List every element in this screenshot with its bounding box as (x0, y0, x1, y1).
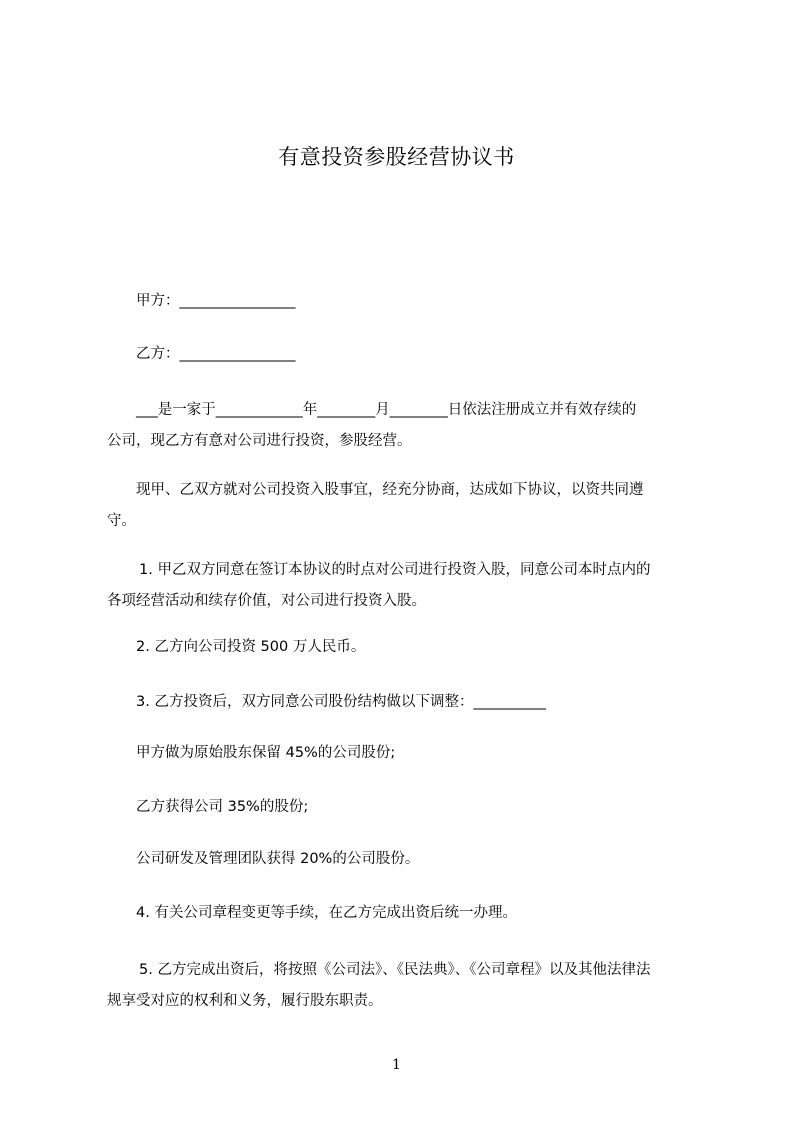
agreement-line-1: 现甲、乙双方就对公司投资入股事宜，经充分协商，达成如下协议，以资共同遵 (136, 482, 644, 498)
share-team: 公司研发及管理团队获得 20%的公司股份。 (136, 851, 420, 867)
party-a-line: 甲方：________________ (136, 293, 296, 309)
party-b-line: 乙方：________________ (136, 346, 296, 362)
agreement-line-2: 守。 (107, 513, 136, 529)
clause-1-line-1: 1. 甲乙双方同意在签订本协议的时点对公司进行投资入股，同意公司本时点内的 (139, 562, 651, 578)
intro-line-2: 公司，现乙方有意对公司进行投资，参股经营。 (107, 433, 412, 449)
clause-5-line-2: 规享受对应的权利和义务，履行股东职责。 (107, 993, 383, 1009)
clause-1-paragraph (107, 555, 705, 617)
share-party-a: 甲方做为原始股东保留 45%的公司股份; (136, 745, 396, 761)
clause-3: 3. 乙方投资后，双方同意公司股份结构做以下调整：__________ (136, 694, 546, 710)
page-number: 1 (392, 1057, 401, 1073)
clause-1-line-2: 各项经营活动和续存价值，对公司进行投资入股。 (107, 593, 426, 609)
clause-5-line-1: 5. 乙方完成出资后，将按照《公司法》、《民法典》、《公司章程》以及其他法律法 (139, 962, 651, 978)
document-title: 有意投资参股经营协议书 (278, 145, 515, 169)
agreement-paragraph (107, 475, 705, 537)
intro-paragraph (107, 395, 705, 457)
clause-5-paragraph (107, 955, 705, 1017)
clause-2: 2. 乙方向公司投资 500 万人民币。 (136, 639, 366, 655)
clause-4: 4. 有关公司章程变更等手续，在乙方完成出资后统一办理。 (136, 905, 517, 921)
intro-line-1: ___是一家于____________年________月________日依法注册成立并有效存续的 (136, 402, 637, 418)
share-party-b: 乙方获得公司 35%的股份; (136, 799, 309, 815)
